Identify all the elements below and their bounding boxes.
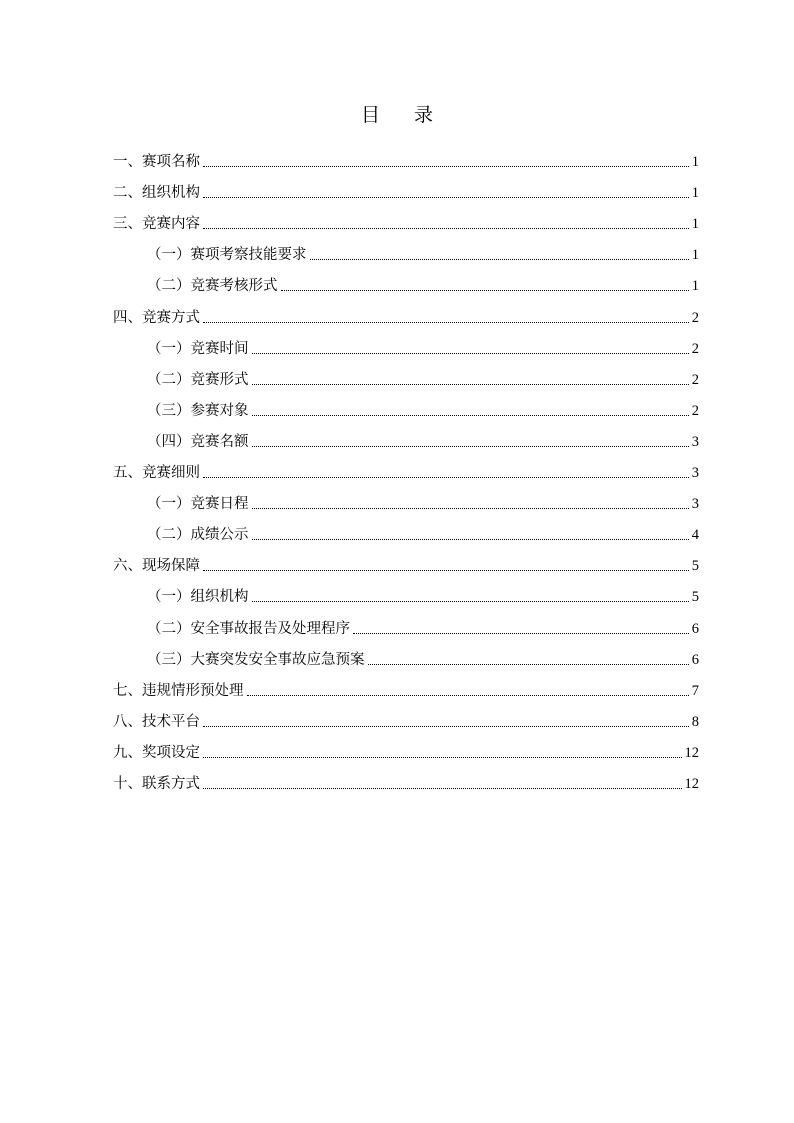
toc-entry-page: 8 [691,713,699,730]
dot-leader [203,788,682,789]
toc-entry[interactable] [113,763,699,794]
toc-entry-label: （一）竞赛日程 [147,496,249,513]
toc-entry-page: 3 [691,496,699,513]
toc-entry-label: （四）竞赛名额 [147,433,249,450]
toc-entry-page: 6 [691,620,699,637]
toc-subentry[interactable] [113,576,699,607]
toc-entry-label: （二）竞赛形式 [147,371,249,388]
toc-subentry[interactable] [113,359,699,390]
toc-title: 目 录 [360,104,448,126]
toc-entry-page: 2 [691,340,699,357]
toc-subentry[interactable] [113,328,699,359]
toc-entry[interactable] [113,141,699,172]
toc-entry-label: 六、现场保障 [113,558,200,575]
table-of-contents [113,141,699,794]
toc-subentry[interactable] [113,607,699,638]
toc-entry[interactable] [113,545,699,576]
toc-entry-page: 7 [691,682,699,699]
dot-leader [203,726,689,727]
toc-subentry[interactable] [113,265,699,296]
toc-entry-label: 九、奖项设定 [113,744,200,761]
toc-entry-page: 1 [691,154,699,171]
toc-entry-label: （一）组织机构 [147,589,249,606]
toc-entry[interactable] [113,296,699,327]
toc-entry-label: （二）成绩公示 [147,527,249,544]
toc-subentry[interactable] [113,421,699,452]
dot-leader [281,290,689,291]
dot-leader [252,353,689,354]
toc-subentry[interactable] [113,483,699,514]
toc-entry-label: 四、竞赛方式 [113,309,200,326]
toc-entry-page: 4 [691,527,699,544]
toc-entry-label: （三）大赛突发安全事故应急预案 [147,651,365,668]
toc-entry-page: 1 [691,278,699,295]
dot-leader [252,601,689,602]
dot-leader [203,477,689,478]
toc-entry-label: 十、联系方式 [113,775,200,792]
toc-entry-label: 三、竞赛内容 [113,216,200,233]
toc-entry-label: （一）赛项考察技能要求 [147,247,307,264]
toc-entry-label: （二）安全事故报告及处理程序 [147,620,350,637]
dot-leader [252,446,689,447]
toc-entry-label: 一、赛项名称 [113,154,200,171]
dot-leader [203,757,682,758]
dot-leader [203,228,689,229]
toc-subentry[interactable] [113,390,699,421]
toc-entry-page: 12 [684,744,699,761]
dot-leader [310,259,689,260]
toc-entry-label: 五、竞赛细则 [113,465,200,482]
toc-subentry[interactable] [113,234,699,265]
dot-leader [203,166,689,167]
toc-subentry[interactable] [113,514,699,545]
toc-entry-label: （二）竞赛考核形式 [147,278,278,295]
toc-entry-page: 1 [691,216,699,233]
dot-leader [368,664,689,665]
toc-entry[interactable] [113,670,699,701]
toc-entry[interactable] [113,732,699,763]
toc-entry-page: 3 [691,433,699,450]
toc-entry-page: 2 [691,371,699,388]
dot-leader [203,570,689,571]
dot-leader [252,384,689,385]
dot-leader [247,695,689,696]
dot-leader [252,415,689,416]
toc-entry-page: 12 [684,775,699,792]
toc-entry-page: 2 [691,309,699,326]
toc-entry-label: 八、技术平台 [113,713,200,730]
toc-entry-page: 5 [691,589,699,606]
toc-entry-label: 二、组织机构 [113,185,200,202]
toc-entry[interactable] [113,452,699,483]
toc-entry-label: （一）竞赛时间 [147,340,249,357]
toc-subentry[interactable] [113,639,699,670]
toc-entry[interactable] [113,203,699,234]
dot-leader [353,633,689,634]
toc-entry-page: 1 [691,185,699,202]
toc-entry-label: （三）参赛对象 [147,402,249,419]
toc-entry-page: 1 [691,247,699,264]
toc-entry-page: 3 [691,465,699,482]
dot-leader [252,539,689,540]
toc-entry[interactable] [113,701,699,732]
dot-leader [252,508,689,509]
dot-leader [203,322,689,323]
toc-entry[interactable] [113,172,699,203]
toc-entry-page: 5 [691,558,699,575]
toc-entry-label: 七、违规情形预处理 [113,682,244,699]
toc-entry-page: 2 [691,402,699,419]
dot-leader [203,197,689,198]
toc-entry-page: 6 [691,651,699,668]
